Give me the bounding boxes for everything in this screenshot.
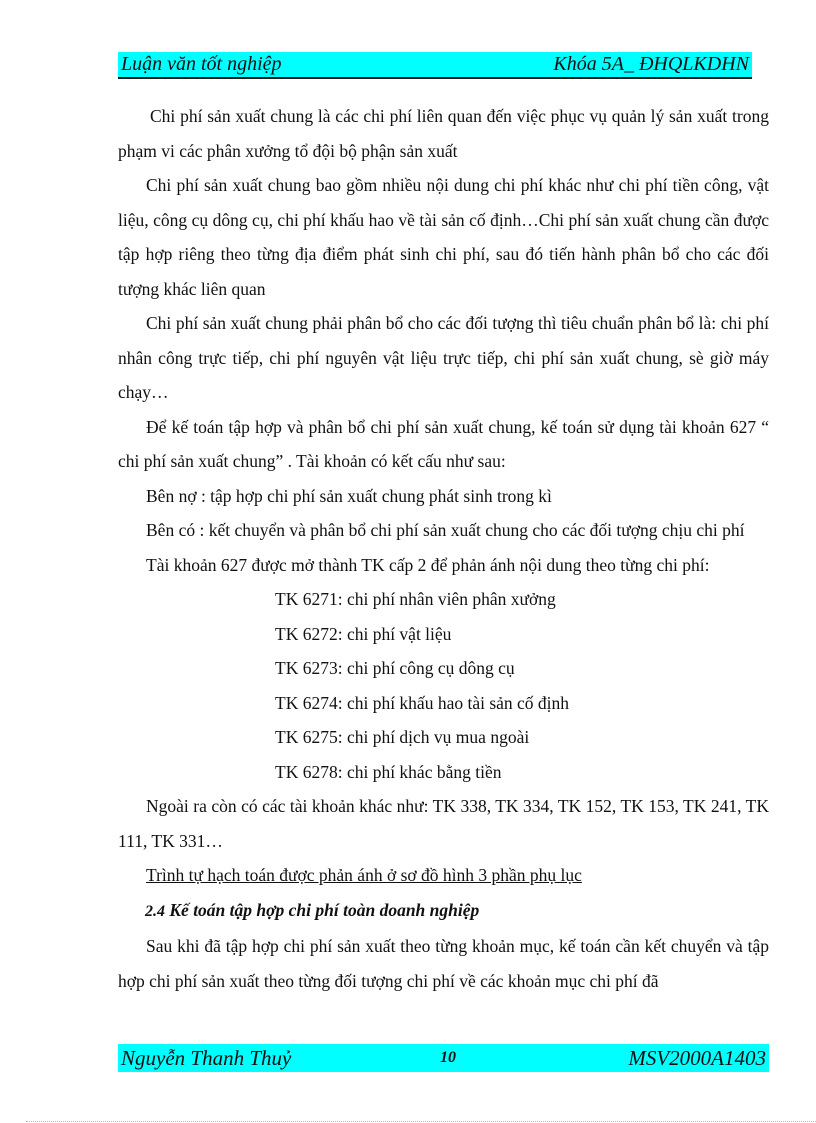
student-code: MSV2000A1403 [628, 1046, 766, 1070]
page-number: 10 [440, 1049, 456, 1066]
page-footer [118, 1044, 769, 1072]
other-accounts-paragraph: Ngoài ra còn có các tài khoản khác như: TK 338, TK 334, TK 152, TK 153, TK 241, TK 111, TK 331… [118, 796, 769, 851]
account-item: TK 6278: chi phí khác bằng tiền [275, 761, 502, 782]
paragraph: Bên nợ : tập hợp chi phí sản xuất chung phát sinh trong kì [146, 485, 552, 506]
author-name: Nguyễn Thanh Thuỷ [121, 1046, 292, 1070]
section-title: Kế toán tập hợp chi phí toàn doanh nghiệp [169, 899, 480, 920]
paragraph: Chi phí sản xuất chung phải phân bổ cho các đối tượng thì tiêu chuẩn phân bổ là: chi phí nhân công trực tiếp, chi phí nguyên vật liệu trực tiếp, chi phí sản xuất chung, sè giờ máy chạy… [118, 313, 769, 402]
section-number: 2.4 [145, 902, 165, 920]
account-item: TK 6275: chi phí dịch vụ mua ngoài [275, 727, 530, 747]
account-item: TK 6273: chi phí công cụ dông cụ [275, 658, 515, 678]
course-label: Khóa 5A_ ĐHQLKDHN [553, 53, 749, 75]
thesis-title: Luận văn tốt nghiệp [121, 53, 282, 75]
account-item: TK 6272: chi phí vật liệu [275, 623, 452, 644]
page-header [118, 52, 752, 79]
paragraph: Bên có : kết chuyển và phân bổ chi phí sản xuất chung cho các đối tượng chịu chi phí [146, 520, 745, 540]
paragraph: Sau khi đã tập hợp chi phí sản xuất theo từng khoản mục, kế toán cần kết chuyển và tập hợp chi phí sản xuất theo từng đối tượng chi phí về các khoản mục chi phí đã [118, 936, 769, 991]
page-body [118, 99, 769, 998]
page-bottom-divider [26, 1121, 816, 1122]
sequence-note-text: Trình tự hạch toán được phản ánh ở sơ đồ hình 3 phần phụ lục [146, 865, 582, 885]
section-heading [118, 893, 769, 930]
paragraph: Tài khoản 627 được mở thành TK cấp 2 để phản ánh nội dung theo từng chi phí: [146, 554, 710, 575]
sequence-note [118, 858, 769, 893]
paragraph: Để kế toán tập hợp và phân bổ chi phí sản xuất chung, kế toán sử dụng tài khoản 627 “ chi phí sản xuất chung” . Tài khoản có kết cấu như sau: [118, 416, 769, 471]
paragraph: Chi phí sản xuất chung bao gồm nhiều nội dung chi phí khác như chi phí tiền công, vật liệu, công cụ dông cụ, chi phí khấu hao về tài sản cố định…Chi phí sản xuất chung cần được tập hợp riêng theo từng địa điểm phát sinh chi phí, sau đó tiến hành phân bổ cho các đối tượng khác liên quan [118, 175, 769, 299]
account-item: TK 6274: chi phí khấu hao tài sản cố định [275, 692, 570, 713]
account-item: TK 6271: chi phí nhân viên phân xưởng [275, 589, 556, 609]
paragraph: Chi phí sản xuất chung là các chi phí liên quan đến việc phục vụ quản lý sản xuất trong phạm vi các phân xưởng tổ đội bộ phận sản xuất [118, 106, 769, 161]
